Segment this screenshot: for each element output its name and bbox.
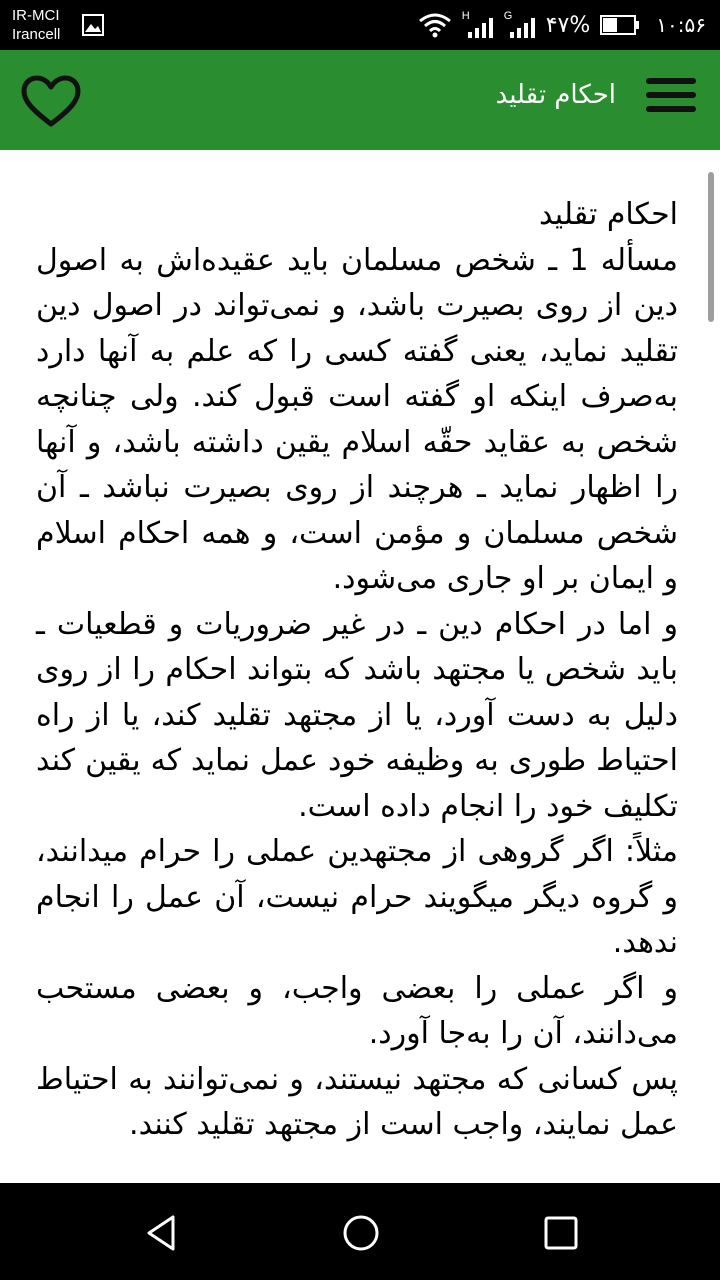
- article-paragraph: مسأله 1 ـ شخص مسلمان باید عقیده‌اش به اصول دین از روی بصیرت باشد، و نمی‌تواند در اصول دین تقلید نماید، یعنی گفته کسی را که علم به آنها دارد به‌صرف اینکه او گفته است قبول کند. ولی چنانچه شخص به عقاید حقّه اسلام یقین داشته باشد، و آنها را اظهار نماید ـ هرچند از روی بصیرت نباشد ـ آن شخص مسلمان و مؤمن است، و همه احکام اسلام و ایمان بر او جاری می‌شود.: [36, 242, 679, 596]
- signal-icon: [462, 10, 494, 40]
- wifi-icon: [418, 12, 452, 38]
- scrollbar[interactable]: [708, 172, 714, 322]
- favorite-button[interactable]: [20, 74, 82, 130]
- carrier-line-1: IR-MCI: [12, 7, 60, 24]
- clock: ۱۰:۵۶: [656, 13, 706, 37]
- network-type-label: H: [461, 10, 470, 22]
- gallery-icon: [82, 14, 104, 36]
- status-bar: [0, 0, 720, 50]
- navigation-bar: [0, 1183, 720, 1280]
- article-paragraph: مثلاً: اگر گروهی از مجتهدین عملی را حرام میدانند، و گروه دیگر میگویند حرام نیست، آن عمل را انجام ندهد.: [36, 834, 678, 960]
- carrier-label: [12, 6, 60, 44]
- home-button[interactable]: [341, 1213, 381, 1253]
- article-heading: احکام تقلید: [539, 197, 678, 232]
- recent-apps-button[interactable]: [541, 1213, 581, 1253]
- app-bar: [0, 50, 720, 150]
- article-text: [36, 192, 678, 1148]
- back-icon: [143, 1213, 183, 1253]
- battery-percent: ۴۷%: [545, 12, 591, 38]
- menu-button[interactable]: [646, 78, 696, 122]
- heart-outline-icon: [20, 74, 82, 130]
- article-paragraph: پس کسانی که مجتهد نیستند، و نمی‌توانند به احتیاط عمل نمایند، واجب است از مجتهد تقلید کنند.: [36, 1061, 678, 1142]
- battery-icon: [600, 14, 640, 36]
- article-container[interactable]: [0, 150, 720, 1183]
- signal-icon: [504, 10, 536, 40]
- status-icons: [418, 0, 706, 50]
- hamburger-menu-icon: [646, 78, 696, 112]
- network-type-label: G: [503, 10, 513, 22]
- recent-apps-icon: [541, 1213, 581, 1253]
- article-paragraph: و اما در احکام دین ـ در غیر ضروریات و قطعیات ـ باید شخص یا مجتهد باشد که بتواند احکام را از روی دلیل به دست آورد، یا از مجتهد تقلید کند، یا از راه احتیاط طوری به وظیفه خود عمل نماید که یقین کند تکلیف خود را انجام داده است.: [36, 606, 678, 824]
- page-title: احکام تقلید: [495, 80, 616, 110]
- carrier-line-2: Irancell: [12, 26, 61, 43]
- back-button[interactable]: [143, 1213, 183, 1253]
- article-paragraph: و اگر عملی را بعضی واجب، و بعضی مستحب می‌دانند، آن را به‌جا آورد.: [36, 970, 678, 1051]
- home-icon: [341, 1213, 381, 1253]
